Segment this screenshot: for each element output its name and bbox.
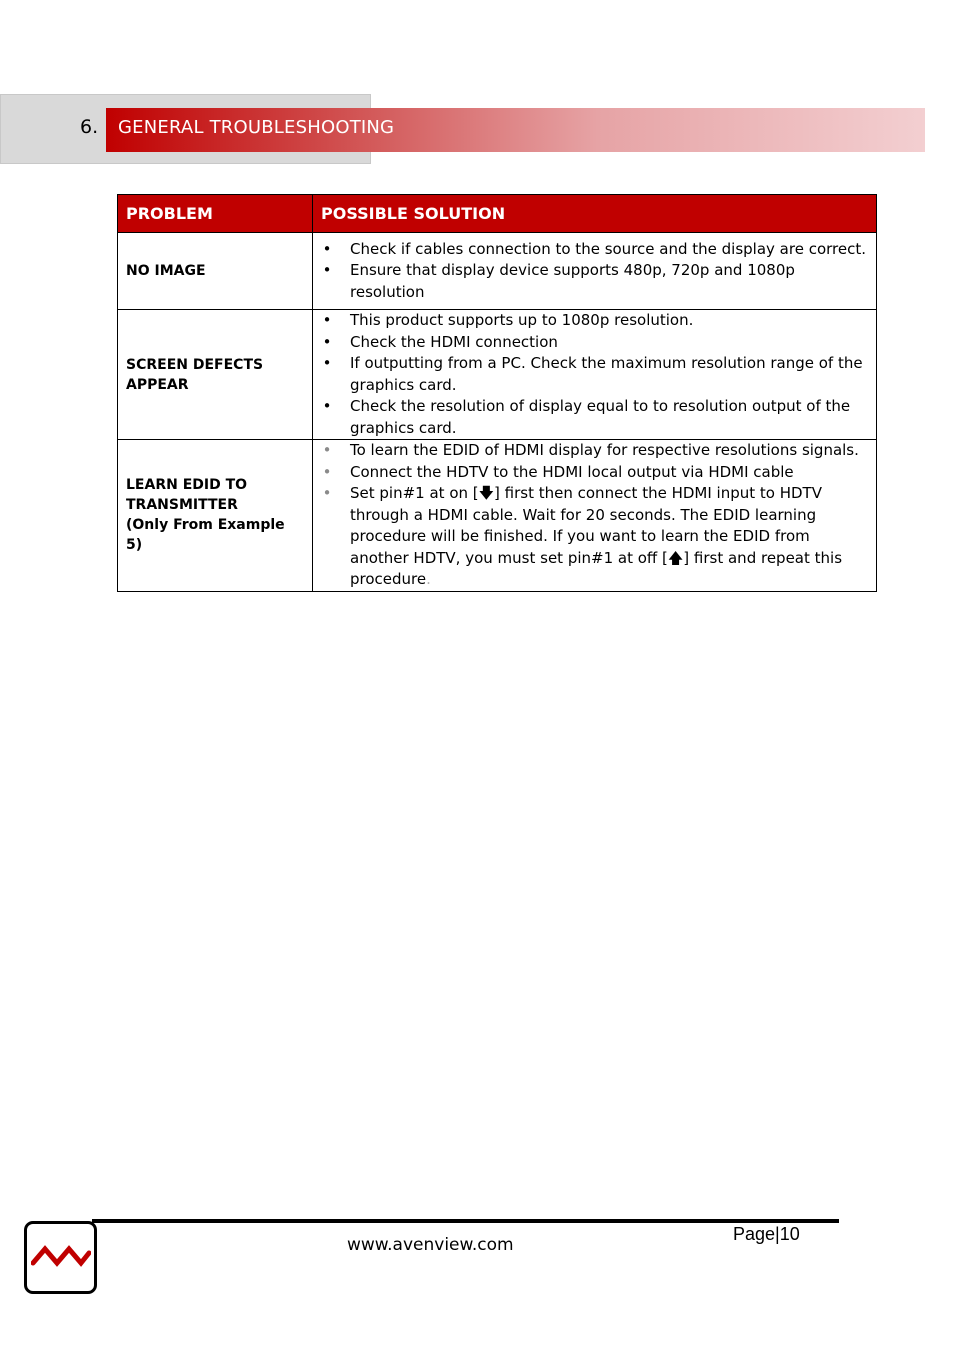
solution-item	[317, 462, 868, 484]
bullet-icon: •	[322, 261, 332, 280]
table-row	[118, 440, 877, 592]
trailing-mark: .	[426, 570, 431, 588]
solution-item	[317, 310, 868, 332]
solution-text: Connect the HDTV to the HDMI local output via HDMI cable	[350, 462, 794, 481]
solution-text: Check the resolution of display equal to to resolution output of the graphics card.	[350, 397, 851, 437]
table-row	[118, 233, 877, 310]
solution-text: This product supports up to 1080p resolution.	[350, 311, 694, 329]
troubleshooting-table	[117, 194, 877, 592]
table-header-row	[118, 195, 877, 233]
solution-cell	[313, 440, 877, 592]
solution-list	[317, 310, 868, 439]
solution-item	[317, 353, 868, 396]
avenview-logo-icon	[24, 1221, 97, 1294]
bullet-icon: •	[322, 397, 332, 415]
problem-cell	[118, 440, 313, 592]
problem-column-header: PROBLEM	[118, 195, 313, 233]
solution-cell	[313, 233, 877, 310]
problem-text: NO IMAGE	[126, 263, 206, 279]
solution-item	[317, 440, 868, 462]
bullet-icon: •	[322, 332, 332, 351]
bullet-icon: •	[322, 441, 332, 459]
solution-text: Check if cables connection to the source and the display are correct.	[350, 239, 866, 258]
solution-item	[317, 396, 868, 439]
problem-text: SCREEN DEFECTS	[126, 356, 264, 373]
problem-text: TRANSMITTER	[126, 497, 238, 514]
problem-text: LEARN EDID TO	[126, 477, 248, 494]
bullet-icon: •	[322, 484, 332, 502]
solution-text: Set pin#1 at on [🡇] first then connect the HDMI input to HDTV through a HDMI cable. Wait for 20 seconds. The EDID learning procedure will be finished. If you want to learn the EDID from another HDTV, you must set pin#1 at off [🡅] first and repeat this procedure	[350, 484, 843, 588]
problem-cell	[118, 310, 313, 440]
solution-list	[317, 440, 868, 591]
page-number: Page|10	[733, 1224, 800, 1244]
solution-item	[317, 483, 868, 591]
problem-note: (Only From Example 5)	[126, 517, 285, 554]
solution-text: To learn the EDID of HDMI display for respective resolutions signals.	[350, 441, 859, 459]
problem-text: APPEAR	[126, 376, 189, 393]
table-row	[118, 310, 877, 440]
solution-text: If outputting from a PC. Check the maximum resolution range of the graphics card.	[350, 354, 863, 394]
solution-list	[317, 239, 868, 304]
logo-mark-icon	[31, 1241, 91, 1271]
section-number: 6.	[80, 116, 99, 138]
footer-rule	[92, 1219, 839, 1223]
solution-item	[317, 332, 868, 354]
solution-text: Check the HDMI connection	[350, 332, 558, 351]
solution-cell	[313, 310, 877, 440]
bullet-icon: •	[322, 239, 332, 258]
solution-item	[317, 239, 868, 261]
footer-url: www.avenview.com	[347, 1235, 514, 1255]
solution-item	[317, 260, 868, 303]
solution-column-header: POSSIBLE SOLUTION	[313, 195, 877, 233]
bullet-icon: •	[322, 462, 332, 481]
problem-cell	[118, 233, 313, 310]
section-title-bar	[106, 108, 925, 152]
section-title: GENERAL TROUBLESHOOTING	[118, 117, 395, 138]
bullet-icon: •	[322, 354, 332, 372]
solution-text: Ensure that display device supports 480p, 720p and 1080p resolution	[350, 261, 795, 301]
bullet-icon: •	[322, 311, 332, 329]
